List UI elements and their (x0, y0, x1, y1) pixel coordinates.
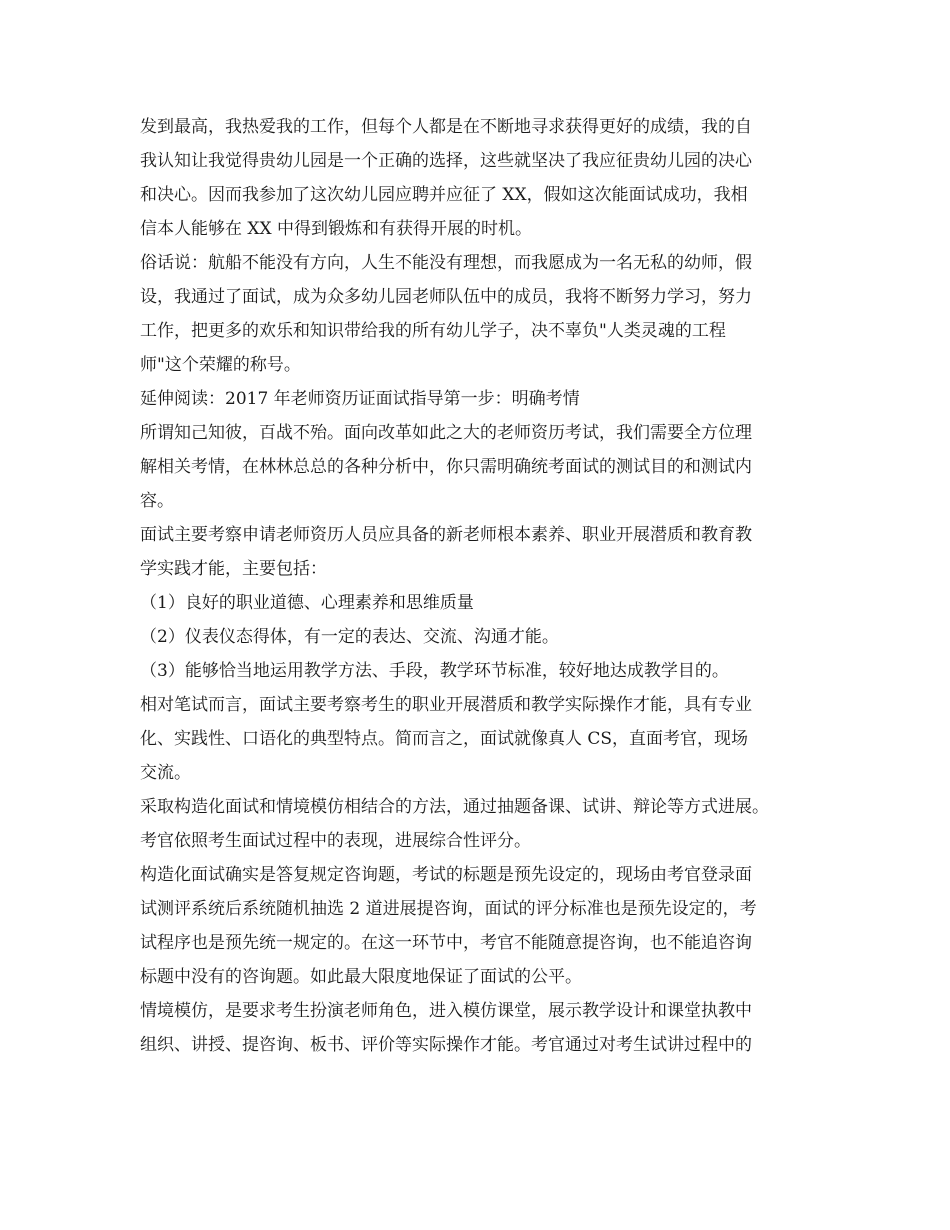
document-body (140, 110, 830, 1062)
text-line: 试程序也是预先统一规定的。在这一环节中，考官不能随意提咨询，也不能追咨询 (140, 933, 752, 953)
list-item-line: （2）仪表仪态得体，有一定的表达、交流、沟通才能。 (140, 627, 559, 647)
list-item-line: （1）良好的职业道德、心理素养和思维质量 (140, 593, 474, 613)
text-line: 考官依照考生面试过程中的表现，进展综合性评分。 (140, 831, 531, 851)
text-line: 标题中没有的咨询题。如此最大限度地保证了面试的公平。 (140, 967, 582, 987)
text-line: 交流。 (140, 763, 191, 783)
text-line: 情境模仿，是要求考生扮演老师角色，进入模仿课堂，展示教学设计和课堂执教中 (140, 1001, 752, 1021)
text-line: 师"这个荣耀的称号。 (140, 355, 301, 375)
text-line: 信本人能够在 XX 中得到锻炼和有获得开展的时机。 (140, 219, 533, 239)
section-heading-line: 延伸阅读：2017 年老师资历证面试指导第一步：明确考情 (140, 389, 580, 409)
text-line: 解相关考情，在林林总总的各种分析中，你只需明确统考面试的测试目的和测试内 (140, 457, 752, 477)
text-line: 俗话说：航船不能没有方向，人生不能没有理想，而我愿成为一名无私的幼师，假 (140, 253, 752, 273)
text-line: 设，我通过了面试，成为众多幼儿园老师队伍中的成员，我将不断努力学习，努力 (140, 287, 752, 307)
text-line: 相对笔试而言，面试主要考察考生的职业开展潜质和教学实际操作才能，具有专业 (140, 695, 752, 715)
list-item-line: （3）能够恰当地运用教学方法、手段，教学环节标准，较好地达成教学目的。 (140, 661, 729, 681)
text-line: 学实践才能，主要包括： (140, 559, 327, 579)
text-line: 和决心。因而我参加了这次幼儿园应聘并应征了 XX，假如这次能面试成功，我相 (140, 185, 748, 205)
text-line: 所谓知己知彼，百战不殆。面向改革如此之大的老师资历考试，我们需要全方位理 (140, 423, 752, 443)
text-line: 组织、讲授、提咨询、板书、评价等实际操作才能。考官通过对考生试讲过程中的 (140, 1035, 752, 1055)
text-line: 发到最高，我热爱我的工作，但每个人都是在不断地寻求获得更好的成绩，我的自 (140, 117, 752, 137)
text-line: 面试主要考察申请老师资历人员应具备的新老师根本素养、职业开展潜质和教育教 (140, 525, 752, 545)
text-line: 试测评系统后系统随机抽选 2 道进展提咨询，面试的评分标准也是预先设定的，考 (140, 899, 757, 919)
text-line: 容。 (140, 491, 174, 511)
text-line: 我认知让我觉得贵幼儿园是一个正确的选择，这些就坚决了我应征贵幼儿园的决心 (140, 151, 752, 171)
text-line: 构造化面试确实是答复规定咨询题，考试的标题是预先设定的，现场由考官登录面 (140, 865, 752, 885)
text-line: 化、实践性、口语化的典型特点。简而言之，面试就像真人 CS，直面考官，现场 (140, 729, 749, 749)
text-line: 采取构造化面试和情境模仿相结合的方法，通过抽题备课、试讲、辩论等方式进展。 (140, 797, 769, 817)
text-line: 工作，把更多的欢乐和知识带给我的所有幼儿学子，决不辜负"人类灵魂的工程 (140, 321, 726, 341)
